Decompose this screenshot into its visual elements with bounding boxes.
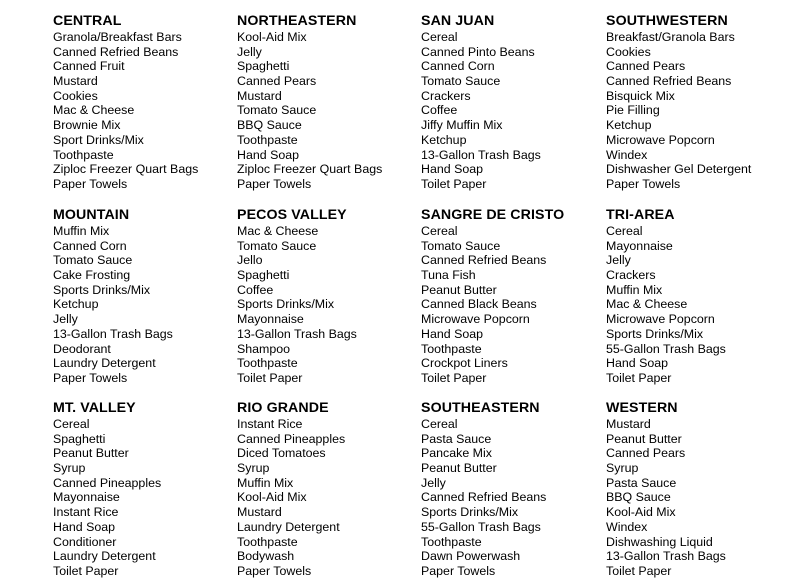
region-block	[237, 207, 421, 386]
region-item: Jelly	[421, 475, 446, 490]
region-item: Spaghetti	[237, 268, 290, 283]
region-title: RIO GRANDE	[237, 400, 329, 416]
region-block	[606, 207, 790, 386]
region-item-list	[237, 224, 421, 386]
region-item: Canned Refried Beans	[606, 74, 732, 89]
region-item: Mayonnaise	[53, 490, 120, 505]
region-item: Cookies	[53, 88, 98, 103]
region-item: Toothpaste	[237, 534, 298, 549]
region-item: Canned Black Beans	[421, 297, 537, 312]
region-item-list	[421, 224, 605, 386]
region-item: Microwave Popcorn	[606, 312, 715, 327]
region-item: Dishwashing Liquid	[606, 534, 713, 549]
region-item: Peanut Butter	[421, 282, 497, 297]
region-block	[606, 400, 790, 579]
region-item-list	[606, 417, 790, 579]
region-item: Canned Pears	[237, 74, 317, 89]
region-item: Laundry Detergent	[53, 356, 156, 371]
region-item: 13-Gallon Trash Bags	[421, 147, 541, 162]
region-item: Breakfast/Granola Bars	[606, 30, 735, 44]
region-item: Jelly	[606, 253, 631, 268]
region-item: Tomato Sauce	[421, 74, 501, 89]
region-item-list	[606, 30, 790, 192]
region-item: 55-Gallon Trash Bags	[606, 341, 726, 356]
region-item: Cereal	[421, 30, 458, 44]
region-title: PECOS VALLEY	[237, 207, 347, 223]
region-title: SANGRE DE CRISTO	[421, 207, 565, 223]
region-item: Canned Pears	[606, 446, 686, 461]
region-item: Canned Corn	[421, 59, 495, 74]
region-item: Crackers	[421, 88, 471, 103]
region-item: Tomato Sauce	[421, 238, 501, 253]
region-item: Toothpaste	[421, 534, 482, 549]
region-item: Paper Towels	[53, 370, 128, 385]
region-item: Toothpaste	[237, 356, 298, 371]
region-item: Syrup	[237, 461, 270, 476]
region-block	[421, 400, 605, 579]
region-block	[53, 13, 237, 192]
region-title: SOUTHEASTERN	[421, 400, 540, 416]
region-item: Spaghetti	[237, 59, 290, 74]
region-item: Cookies	[606, 44, 651, 59]
region-item: Sports Drinks/Mix	[421, 505, 519, 520]
region-item: Canned Corn	[53, 238, 127, 253]
region-item: Kool-Aid Mix	[606, 505, 676, 520]
region-item: Peanut Butter	[421, 461, 497, 476]
region-item: Shampoo	[237, 341, 291, 356]
region-item-list	[237, 30, 421, 192]
region-item: Peanut Butter	[606, 431, 682, 446]
region-block	[237, 400, 421, 579]
region-item: Toilet Paper	[53, 563, 119, 578]
region-item: Laundry Detergent	[237, 519, 340, 534]
region-item: Mac & Cheese	[606, 297, 688, 312]
region-item: Pie Filling	[606, 103, 660, 118]
region-item: Paper Towels	[53, 176, 128, 191]
region-item: Dawn Powerwash	[421, 549, 521, 564]
region-item: Tomato Sauce	[53, 253, 133, 268]
region-item: Toilet Paper	[606, 563, 672, 578]
region-item-list	[53, 417, 237, 579]
region-item: Paper Towels	[421, 563, 496, 578]
region-item: 55-Gallon Trash Bags	[421, 519, 541, 534]
region-item: Diced Tomatoes	[237, 446, 326, 461]
region-item: Laundry Detergent	[53, 549, 156, 564]
region-item: Conditioner	[53, 534, 117, 549]
region-item: Toilet Paper	[237, 370, 303, 385]
region-item: Paper Towels	[237, 176, 312, 191]
region-item: Deodorant	[53, 341, 111, 356]
region-block	[421, 13, 605, 192]
region-block	[53, 400, 237, 579]
region-item: Kool-Aid Mix	[237, 30, 307, 44]
region-item: Sports Drinks/Mix	[53, 282, 151, 297]
region-item: Cereal	[53, 417, 90, 431]
region-item: 13-Gallon Trash Bags	[53, 326, 173, 341]
region-item: Jelly	[237, 44, 262, 59]
region-item: Spaghetti	[53, 431, 106, 446]
region-title: MOUNTAIN	[53, 207, 130, 223]
region-item: Hand Soap	[237, 147, 300, 162]
region-item: Tomato Sauce	[237, 238, 317, 253]
region-item: Mac & Cheese	[237, 224, 319, 238]
region-item: Cereal	[606, 224, 643, 238]
region-item: Canned Refried Beans	[421, 253, 547, 268]
region-item: Muffin Mix	[237, 475, 294, 490]
region-item: Hand Soap	[606, 356, 669, 371]
region-item: Jello	[237, 253, 263, 268]
region-item: BBQ Sauce	[606, 490, 671, 505]
region-item: Canned Pinto Beans	[421, 44, 535, 59]
region-title: SOUTHWESTERN	[606, 13, 728, 29]
region-item: Hand Soap	[53, 519, 116, 534]
region-item: Kool-Aid Mix	[237, 490, 307, 505]
region-item: BBQ Sauce	[237, 118, 302, 133]
region-item: Ketchup	[53, 297, 99, 312]
region-item: Muffin Mix	[606, 282, 663, 297]
region-item: Dishwasher Gel Detergent	[606, 162, 752, 177]
region-item: 13-Gallon Trash Bags	[237, 326, 357, 341]
region-item: Canned Refried Beans	[421, 490, 547, 505]
region-item-list	[421, 30, 605, 192]
region-item: Canned Pineapples	[53, 475, 162, 490]
region-item: Bodywash	[237, 549, 295, 564]
region-item: Sports Drinks/Mix	[237, 297, 335, 312]
region-item: Microwave Popcorn	[421, 312, 530, 327]
region-item-list	[53, 30, 237, 192]
region-item: Cereal	[421, 224, 458, 238]
region-item: Ketchup	[606, 118, 652, 133]
region-item: Tomato Sauce	[237, 103, 317, 118]
region-item: Mustard	[53, 74, 98, 89]
region-item: Instant Rice	[237, 417, 303, 431]
region-item: Pasta Sauce	[606, 475, 677, 490]
region-item: Mustard	[606, 417, 651, 431]
region-item: Syrup	[606, 461, 639, 476]
region-item: Toilet Paper	[421, 370, 487, 385]
region-item: Cereal	[421, 417, 458, 431]
region-item: Sports Drinks/Mix	[606, 326, 704, 341]
region-item: Brownie Mix	[53, 118, 121, 133]
region-item: Canned Pears	[606, 59, 686, 74]
region-item: Jiffy Muffin Mix	[421, 118, 503, 133]
region-item: Cake Frosting	[53, 268, 131, 283]
region-item: Bisquick Mix	[606, 88, 675, 103]
region-item: Mac & Cheese	[53, 103, 135, 118]
region-item: Jelly	[53, 312, 78, 327]
region-item: Paper Towels	[237, 563, 312, 578]
region-item: Pasta Sauce	[421, 431, 492, 446]
region-item: Canned Refried Beans	[53, 44, 179, 59]
region-item: Toothpaste	[53, 147, 114, 162]
region-item-list	[606, 224, 790, 386]
region-item: Coffee	[237, 282, 274, 297]
region-item: Microwave Popcorn	[606, 132, 715, 147]
region-item: Pancake Mix	[421, 446, 492, 461]
region-item: Ketchup	[421, 132, 467, 147]
region-block	[421, 207, 605, 386]
region-block	[53, 207, 237, 386]
region-item: Peanut Butter	[53, 446, 129, 461]
region-item: Mayonnaise	[606, 238, 673, 253]
region-item: Hand Soap	[421, 326, 484, 341]
region-item: Hand Soap	[421, 162, 484, 177]
region-item-list	[237, 417, 421, 579]
region-item: Sport Drinks/Mix	[53, 132, 144, 147]
region-title: NORTHEASTERN	[237, 13, 357, 29]
region-item: Ziploc Freezer Quart Bags	[53, 162, 199, 177]
region-item: Instant Rice	[53, 505, 119, 520]
region-item: Canned Pineapples	[237, 431, 346, 446]
region-item: Mustard	[237, 505, 282, 520]
region-item: Windex	[606, 519, 648, 534]
region-item: Windex	[606, 147, 648, 162]
region-item: Toothpaste	[421, 341, 482, 356]
region-item: Ziploc Freezer Quart Bags	[237, 162, 383, 177]
region-title: SAN JUAN	[421, 13, 495, 29]
region-title: WESTERN	[606, 400, 678, 416]
region-block	[237, 13, 421, 192]
region-item: Paper Towels	[606, 176, 681, 191]
region-item: Toilet Paper	[606, 370, 672, 385]
region-item: 13-Gallon Trash Bags	[606, 549, 726, 564]
region-block	[606, 13, 790, 192]
region-item: Mayonnaise	[237, 312, 304, 327]
region-item: Crackers	[606, 268, 656, 283]
region-item: Toothpaste	[237, 132, 298, 147]
region-item: Crockpot Liners	[421, 356, 508, 371]
region-title: CENTRAL	[53, 13, 122, 29]
region-item: Coffee	[421, 103, 458, 118]
region-item-list	[421, 417, 605, 579]
region-item: Syrup	[53, 461, 86, 476]
region-item: Tuna Fish	[421, 268, 476, 283]
region-item: Toilet Paper	[421, 176, 487, 191]
region-item: Mustard	[237, 88, 282, 103]
region-item: Canned Fruit	[53, 59, 125, 74]
region-item: Muffin Mix	[53, 224, 110, 238]
region-title: MT. VALLEY	[53, 400, 136, 416]
region-item-list	[53, 224, 237, 386]
region-title: TRI-AREA	[606, 207, 675, 223]
region-item: Granola/Breakfast Bars	[53, 30, 182, 44]
